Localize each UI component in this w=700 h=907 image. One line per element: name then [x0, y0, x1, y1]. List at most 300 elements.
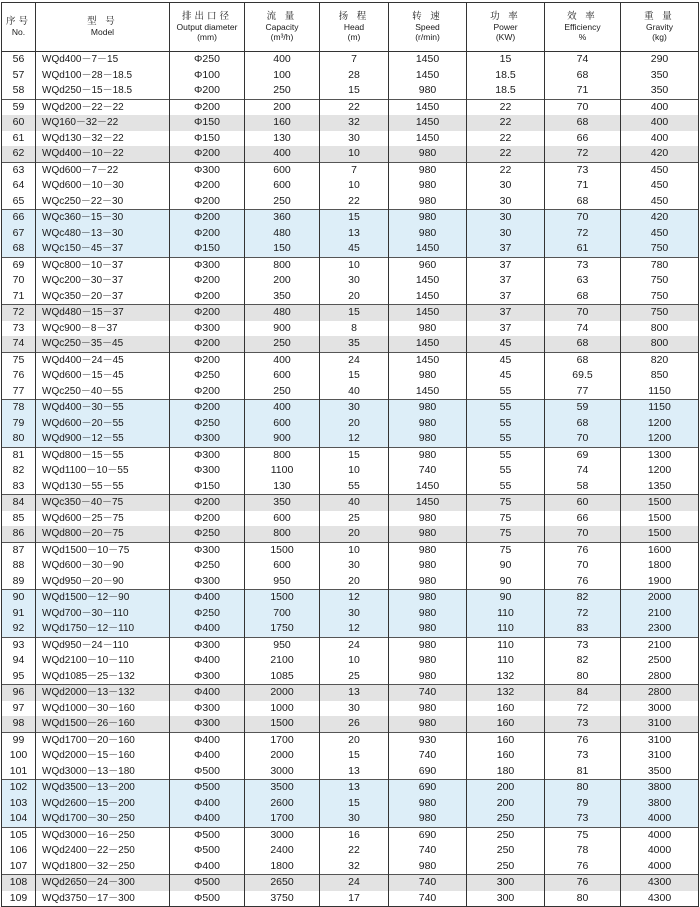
cell-head: 15 [320, 748, 389, 764]
cell-gravity: 450 [621, 194, 699, 210]
table-row [2, 843, 699, 859]
cell-head: 24 [320, 352, 389, 368]
cell-model: WQd1500－10－75 [36, 542, 170, 558]
cell-efficiency: 76 [545, 875, 621, 891]
cell-capacity: 360 [245, 210, 320, 226]
cell-power: 55 [467, 400, 545, 416]
cell-diameter: Φ200 [170, 495, 245, 511]
cell-speed: 980 [389, 368, 467, 384]
cell-speed: 980 [389, 811, 467, 827]
cell-gravity: 1300 [621, 447, 699, 463]
cell-capacity: 350 [245, 495, 320, 511]
cell-diameter: Φ300 [170, 542, 245, 558]
cell-speed: 980 [389, 511, 467, 527]
table-row [2, 653, 699, 669]
cell-speed: 980 [389, 400, 467, 416]
cell-diameter: Φ200 [170, 194, 245, 210]
cell-diameter: Φ400 [170, 732, 245, 748]
cell-no: 103 [2, 796, 36, 812]
cell-efficiency: 83 [545, 621, 621, 637]
cell-speed: 1450 [389, 115, 467, 131]
cell-power: 22 [467, 99, 545, 115]
cell-head: 32 [320, 115, 389, 131]
cell-efficiency: 71 [545, 83, 621, 99]
cell-no: 73 [2, 321, 36, 337]
cell-gravity: 1500 [621, 495, 699, 511]
cell-power: 132 [467, 669, 545, 685]
cell-head: 13 [320, 685, 389, 701]
cell-no: 104 [2, 811, 36, 827]
cell-capacity: 1800 [245, 859, 320, 875]
cell-capacity: 950 [245, 574, 320, 590]
cell-diameter: Φ400 [170, 653, 245, 669]
cell-efficiency: 66 [545, 511, 621, 527]
cell-model: WQd130－32－22 [36, 131, 170, 147]
cell-efficiency: 73 [545, 257, 621, 273]
cell-capacity: 600 [245, 416, 320, 432]
cell-model: WQd600－25－75 [36, 511, 170, 527]
cell-capacity: 130 [245, 131, 320, 147]
cell-head: 15 [320, 796, 389, 812]
table-row [2, 558, 699, 574]
cell-no: 79 [2, 416, 36, 432]
cell-no: 90 [2, 590, 36, 606]
cell-no: 65 [2, 194, 36, 210]
cell-efficiency: 81 [545, 764, 621, 780]
cell-model: WQc200－30－37 [36, 273, 170, 289]
header-capacity-unit: (m³/h) [270, 32, 294, 42]
table-row [2, 226, 699, 242]
cell-power: 37 [467, 321, 545, 337]
cell-no: 72 [2, 305, 36, 321]
table-row [2, 701, 699, 717]
cell-no: 70 [2, 273, 36, 289]
cell-speed: 980 [389, 526, 467, 542]
cell-capacity: 150 [245, 241, 320, 257]
cell-capacity: 900 [245, 321, 320, 337]
cell-gravity: 4000 [621, 859, 699, 875]
cell-no: 75 [2, 352, 36, 368]
cell-efficiency: 68 [545, 352, 621, 368]
table-row [2, 748, 699, 764]
cell-diameter: Φ300 [170, 574, 245, 590]
cell-efficiency: 78 [545, 843, 621, 859]
cell-model: WQd1500－26－160 [36, 716, 170, 732]
cell-model: WQ160－32－22 [36, 115, 170, 131]
cell-no: 80 [2, 431, 36, 447]
cell-no: 107 [2, 859, 36, 875]
cell-diameter: Φ300 [170, 257, 245, 273]
cell-gravity: 4000 [621, 811, 699, 827]
cell-capacity: 900 [245, 431, 320, 447]
cell-gravity: 420 [621, 210, 699, 226]
cell-model: WQd1000－30－160 [36, 701, 170, 717]
cell-efficiency: 72 [545, 146, 621, 162]
table-row [2, 621, 699, 637]
cell-model: WQc900－8－37 [36, 321, 170, 337]
cell-model: WQd130－55－55 [36, 479, 170, 495]
cell-capacity: 250 [245, 83, 320, 99]
cell-efficiency: 80 [545, 891, 621, 907]
cell-model: WQd3500－13－200 [36, 780, 170, 796]
cell-efficiency: 70 [545, 526, 621, 542]
cell-head: 15 [320, 368, 389, 384]
cell-speed: 980 [389, 226, 467, 242]
header-power-en: Power [493, 22, 518, 32]
cell-gravity: 1200 [621, 463, 699, 479]
cell-power: 110 [467, 621, 545, 637]
cell-capacity: 1500 [245, 716, 320, 732]
table-row [2, 52, 699, 68]
cell-power: 45 [467, 352, 545, 368]
header-head [320, 3, 389, 52]
table-header-row [2, 3, 699, 52]
cell-head: 20 [320, 574, 389, 590]
cell-no: 91 [2, 606, 36, 622]
table-row [2, 305, 699, 321]
cell-power: 37 [467, 273, 545, 289]
cell-no: 102 [2, 780, 36, 796]
cell-no: 89 [2, 574, 36, 590]
cell-gravity: 2800 [621, 669, 699, 685]
header-efficiency-en: Efficiency [564, 22, 601, 32]
cell-gravity: 4000 [621, 843, 699, 859]
cell-head: 28 [320, 68, 389, 84]
cell-gravity: 1150 [621, 400, 699, 416]
cell-no: 85 [2, 511, 36, 527]
cell-capacity: 800 [245, 257, 320, 273]
cell-head: 10 [320, 653, 389, 669]
cell-power: 110 [467, 637, 545, 653]
cell-model: WQd3000－13－180 [36, 764, 170, 780]
cell-capacity: 2400 [245, 843, 320, 859]
cell-head: 17 [320, 891, 389, 907]
cell-model: WQc350－40－75 [36, 495, 170, 511]
cell-speed: 740 [389, 463, 467, 479]
cell-efficiency: 74 [545, 52, 621, 68]
cell-head: 30 [320, 606, 389, 622]
cell-gravity: 400 [621, 131, 699, 147]
cell-capacity: 2650 [245, 875, 320, 891]
cell-capacity: 2000 [245, 748, 320, 764]
cell-gravity: 3000 [621, 701, 699, 717]
cell-gravity: 4000 [621, 827, 699, 843]
cell-gravity: 450 [621, 178, 699, 194]
cell-head: 25 [320, 511, 389, 527]
cell-diameter: Φ200 [170, 400, 245, 416]
table-row [2, 431, 699, 447]
table-row [2, 685, 699, 701]
table-row [2, 194, 699, 210]
cell-gravity: 3100 [621, 716, 699, 732]
cell-diameter: Φ400 [170, 811, 245, 827]
cell-no: 62 [2, 146, 36, 162]
cell-no: 88 [2, 558, 36, 574]
cell-diameter: Φ300 [170, 321, 245, 337]
header-speed [389, 3, 467, 52]
cell-power: 200 [467, 796, 545, 812]
cell-power: 132 [467, 685, 545, 701]
cell-power: 18.5 [467, 68, 545, 84]
header-no-zh: 序号 [5, 16, 31, 27]
cell-no: 84 [2, 495, 36, 511]
cell-efficiency: 59 [545, 400, 621, 416]
cell-head: 55 [320, 479, 389, 495]
cell-power: 37 [467, 241, 545, 257]
cell-diameter: Φ200 [170, 384, 245, 400]
cell-speed: 980 [389, 653, 467, 669]
cell-gravity: 1900 [621, 574, 699, 590]
cell-efficiency: 72 [545, 606, 621, 622]
cell-head: 22 [320, 843, 389, 859]
cell-capacity: 400 [245, 400, 320, 416]
cell-efficiency: 77 [545, 384, 621, 400]
cell-speed: 980 [389, 590, 467, 606]
cell-diameter: Φ300 [170, 463, 245, 479]
cell-power: 160 [467, 701, 545, 717]
cell-gravity: 450 [621, 226, 699, 242]
cell-power: 250 [467, 859, 545, 875]
cell-diameter: Φ500 [170, 764, 245, 780]
cell-diameter: Φ200 [170, 352, 245, 368]
cell-gravity: 1200 [621, 431, 699, 447]
cell-no: 82 [2, 463, 36, 479]
cell-speed: 1450 [389, 384, 467, 400]
table-row [2, 479, 699, 495]
cell-efficiency: 73 [545, 162, 621, 178]
cell-no: 74 [2, 336, 36, 352]
cell-efficiency: 69 [545, 447, 621, 463]
cell-model: WQd400－30－55 [36, 400, 170, 416]
cell-diameter: Φ250 [170, 52, 245, 68]
cell-model: WQd800－15－55 [36, 447, 170, 463]
table-row [2, 131, 699, 147]
table-row [2, 764, 699, 780]
cell-gravity: 2100 [621, 637, 699, 653]
cell-capacity: 600 [245, 558, 320, 574]
header-head-zh: 扬 程 [338, 11, 370, 22]
cell-capacity: 3750 [245, 891, 320, 907]
cell-no: 81 [2, 447, 36, 463]
cell-gravity: 1500 [621, 511, 699, 527]
cell-model: WQc250－22－30 [36, 194, 170, 210]
cell-efficiency: 80 [545, 780, 621, 796]
cell-model: WQd1100－10－55 [36, 463, 170, 479]
cell-model: WQd2000－13－132 [36, 685, 170, 701]
cell-model: WQc360－15－30 [36, 210, 170, 226]
cell-diameter: Φ200 [170, 146, 245, 162]
cell-capacity: 1085 [245, 669, 320, 685]
cell-no: 94 [2, 653, 36, 669]
table-row [2, 257, 699, 273]
cell-efficiency: 68 [545, 289, 621, 305]
cell-gravity: 450 [621, 162, 699, 178]
header-head-unit: (m) [347, 32, 361, 42]
cell-diameter: Φ400 [170, 859, 245, 875]
cell-no: 97 [2, 701, 36, 717]
table-row [2, 606, 699, 622]
cell-head: 10 [320, 146, 389, 162]
cell-diameter: Φ150 [170, 241, 245, 257]
cell-gravity: 1200 [621, 416, 699, 432]
cell-speed: 980 [389, 542, 467, 558]
cell-model: WQd200－22－22 [36, 99, 170, 115]
table-row [2, 68, 699, 84]
cell-diameter: Φ400 [170, 590, 245, 606]
cell-capacity: 1750 [245, 621, 320, 637]
cell-speed: 980 [389, 162, 467, 178]
header-gravity-zh: 重 量 [644, 11, 675, 22]
cell-power: 180 [467, 764, 545, 780]
cell-gravity: 820 [621, 352, 699, 368]
cell-power: 18.5 [467, 83, 545, 99]
cell-gravity: 350 [621, 83, 699, 99]
cell-power: 45 [467, 368, 545, 384]
cell-efficiency: 73 [545, 748, 621, 764]
cell-model: WQd1800－32－250 [36, 859, 170, 875]
cell-efficiency: 72 [545, 701, 621, 717]
cell-speed: 980 [389, 146, 467, 162]
cell-no: 67 [2, 226, 36, 242]
table-row [2, 875, 699, 891]
cell-no: 87 [2, 542, 36, 558]
cell-diameter: Φ400 [170, 621, 245, 637]
table-row [2, 384, 699, 400]
cell-diameter: Φ300 [170, 637, 245, 653]
cell-head: 13 [320, 226, 389, 242]
cell-capacity: 130 [245, 479, 320, 495]
cell-diameter: Φ300 [170, 162, 245, 178]
cell-capacity: 400 [245, 52, 320, 68]
cell-speed: 980 [389, 83, 467, 99]
pump-spec-table [1, 2, 699, 907]
table-row [2, 289, 699, 305]
header-gravity [621, 3, 699, 52]
cell-power: 250 [467, 811, 545, 827]
cell-speed: 1450 [389, 273, 467, 289]
cell-model: WQd2100－10－110 [36, 653, 170, 669]
cell-diameter: Φ500 [170, 891, 245, 907]
cell-speed: 980 [389, 431, 467, 447]
cell-model: WQc480－13－30 [36, 226, 170, 242]
cell-model: WQd1085－25－132 [36, 669, 170, 685]
cell-efficiency: 70 [545, 305, 621, 321]
cell-gravity: 1350 [621, 479, 699, 495]
cell-head: 24 [320, 637, 389, 653]
cell-model: WQd400－10－22 [36, 146, 170, 162]
cell-head: 22 [320, 194, 389, 210]
cell-capacity: 1700 [245, 732, 320, 748]
cell-efficiency: 68 [545, 68, 621, 84]
cell-capacity: 400 [245, 352, 320, 368]
cell-capacity: 950 [245, 637, 320, 653]
cell-efficiency: 70 [545, 210, 621, 226]
cell-model: WQd600－10－30 [36, 178, 170, 194]
cell-diameter: Φ500 [170, 843, 245, 859]
cell-model: WQd800－20－75 [36, 526, 170, 542]
cell-power: 45 [467, 336, 545, 352]
cell-model: WQd400－7－15 [36, 52, 170, 68]
cell-power: 22 [467, 162, 545, 178]
cell-efficiency: 76 [545, 574, 621, 590]
cell-no: 71 [2, 289, 36, 305]
cell-gravity: 2300 [621, 621, 699, 637]
cell-diameter: Φ150 [170, 479, 245, 495]
cell-head: 10 [320, 257, 389, 273]
cell-diameter: Φ400 [170, 748, 245, 764]
cell-efficiency: 74 [545, 463, 621, 479]
cell-gravity: 2800 [621, 685, 699, 701]
cell-diameter: Φ200 [170, 273, 245, 289]
cell-diameter: Φ250 [170, 368, 245, 384]
table-row [2, 859, 699, 875]
cell-model: WQd1700－20－160 [36, 732, 170, 748]
cell-efficiency: 70 [545, 558, 621, 574]
header-efficiency-zh: 效 率 [567, 11, 598, 22]
cell-speed: 690 [389, 764, 467, 780]
header-diameter [170, 3, 245, 52]
cell-speed: 1450 [389, 495, 467, 511]
cell-efficiency: 73 [545, 716, 621, 732]
cell-efficiency: 76 [545, 859, 621, 875]
cell-speed: 980 [389, 194, 467, 210]
header-model [36, 3, 170, 52]
header-gravity-en: Gravity [646, 22, 673, 32]
cell-capacity: 1500 [245, 542, 320, 558]
cell-gravity: 800 [621, 321, 699, 337]
cell-efficiency: 70 [545, 99, 621, 115]
cell-head: 7 [320, 162, 389, 178]
cell-power: 30 [467, 194, 545, 210]
cell-no: 63 [2, 162, 36, 178]
cell-model: WQd1750－12－110 [36, 621, 170, 637]
table-row [2, 827, 699, 843]
cell-model: WQd3000－16－250 [36, 827, 170, 843]
cell-diameter: Φ200 [170, 83, 245, 99]
header-efficiency-unit: % [578, 32, 587, 42]
cell-efficiency: 79 [545, 796, 621, 812]
cell-diameter: Φ400 [170, 685, 245, 701]
cell-capacity: 480 [245, 305, 320, 321]
cell-diameter: Φ200 [170, 511, 245, 527]
table-row [2, 400, 699, 416]
cell-gravity: 2500 [621, 653, 699, 669]
cell-model: WQd1700－30－250 [36, 811, 170, 827]
cell-speed: 980 [389, 178, 467, 194]
table-row [2, 241, 699, 257]
cell-model: WQd600－20－55 [36, 416, 170, 432]
cell-head: 26 [320, 716, 389, 732]
cell-no: 93 [2, 637, 36, 653]
cell-diameter: Φ200 [170, 305, 245, 321]
cell-capacity: 160 [245, 115, 320, 131]
cell-head: 10 [320, 178, 389, 194]
cell-efficiency: 84 [545, 685, 621, 701]
cell-speed: 1450 [389, 336, 467, 352]
cell-head: 13 [320, 764, 389, 780]
cell-no: 56 [2, 52, 36, 68]
cell-no: 57 [2, 68, 36, 84]
cell-diameter: Φ250 [170, 526, 245, 542]
cell-power: 55 [467, 416, 545, 432]
cell-no: 86 [2, 526, 36, 542]
cell-no: 100 [2, 748, 36, 764]
cell-gravity: 1600 [621, 542, 699, 558]
cell-power: 110 [467, 606, 545, 622]
cell-gravity: 3500 [621, 764, 699, 780]
cell-capacity: 3000 [245, 764, 320, 780]
cell-head: 12 [320, 431, 389, 447]
